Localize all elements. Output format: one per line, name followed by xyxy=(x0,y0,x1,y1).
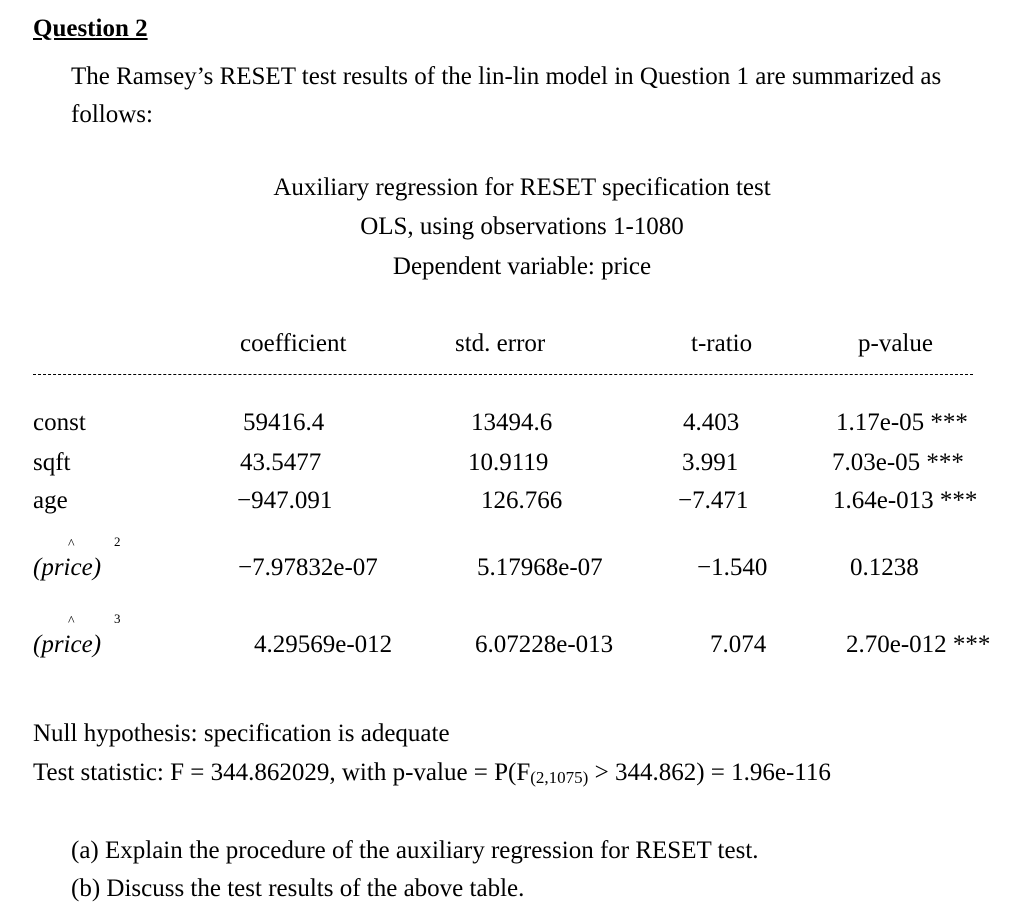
row-var-const: const xyxy=(33,409,86,436)
null-hypothesis: Null hypothesis: specification is adequate xyxy=(33,720,450,747)
row-coef: 59416.4 xyxy=(243,409,325,436)
row-p: 7.03e-05 *** xyxy=(832,449,964,476)
exponent-3: 3 xyxy=(114,611,121,626)
row-se: 126.766 xyxy=(481,487,563,514)
row-p: 1.64e-013 *** xyxy=(833,487,978,514)
table-subtitle: OLS, using observations 1-1080 xyxy=(360,213,684,240)
test-statistic: Test statistic: F = 344.862029, with p-value = P(F(2,1075) > 344.862) = 1.96e-116 xyxy=(33,759,831,787)
header-t-ratio: t-ratio xyxy=(691,330,753,357)
question-intro: The Ramsey’s RESET test results of the lin-lin model in Question 1 are summarized as follows: xyxy=(71,63,942,128)
question-heading: Question 2 xyxy=(33,15,148,42)
hat-symbol: ^ xyxy=(68,537,75,552)
dependent-variable: Dependent variable: price xyxy=(392,253,652,280)
row-t: 7.074 xyxy=(710,631,767,658)
row-se: 10.9119 xyxy=(468,449,549,476)
row-var-age: age xyxy=(33,487,68,514)
row-p: 0.1238 xyxy=(850,554,919,581)
task-b: (b) Discuss the test results of the above table. xyxy=(71,875,525,902)
header-p-value: p-value xyxy=(858,330,933,357)
row-t: 4.403 xyxy=(683,409,740,436)
row-var-sqft: sqft xyxy=(33,449,71,476)
row-t: 3.991 xyxy=(682,449,739,476)
row-p: 1.17e-05 *** xyxy=(836,409,968,436)
hat-symbol: ^ xyxy=(68,614,75,629)
row-coef: 4.29569e-012 xyxy=(254,631,393,658)
table-divider xyxy=(33,374,973,375)
header-std-error: std. error xyxy=(455,330,546,357)
row-p: 2.70e-012 *** xyxy=(846,631,991,658)
row-t: −1.540 xyxy=(697,554,768,581)
row-coef: 43.5477 xyxy=(240,449,322,476)
header-coefficient: coefficient xyxy=(240,330,347,357)
row-var-price-cubed: (price) xyxy=(33,631,102,658)
row-t: −7.471 xyxy=(678,487,749,514)
row-coef: −7.97832e-07 xyxy=(238,554,378,581)
f-subscript: (2,1075) xyxy=(530,768,589,787)
row-var-price-squared: (price) xyxy=(33,554,102,581)
row-coef: −947.091 xyxy=(237,487,333,514)
row-se: 13494.6 xyxy=(471,409,553,436)
row-se: 6.07228e-013 xyxy=(475,631,614,658)
task-a: (a) Explain the procedure of the auxiliary regression for RESET test. xyxy=(71,837,759,864)
table-title: Auxiliary regression for RESET specification test xyxy=(273,174,771,201)
row-se: 5.17968e-07 xyxy=(477,554,603,581)
exponent-2: 2 xyxy=(114,534,121,549)
